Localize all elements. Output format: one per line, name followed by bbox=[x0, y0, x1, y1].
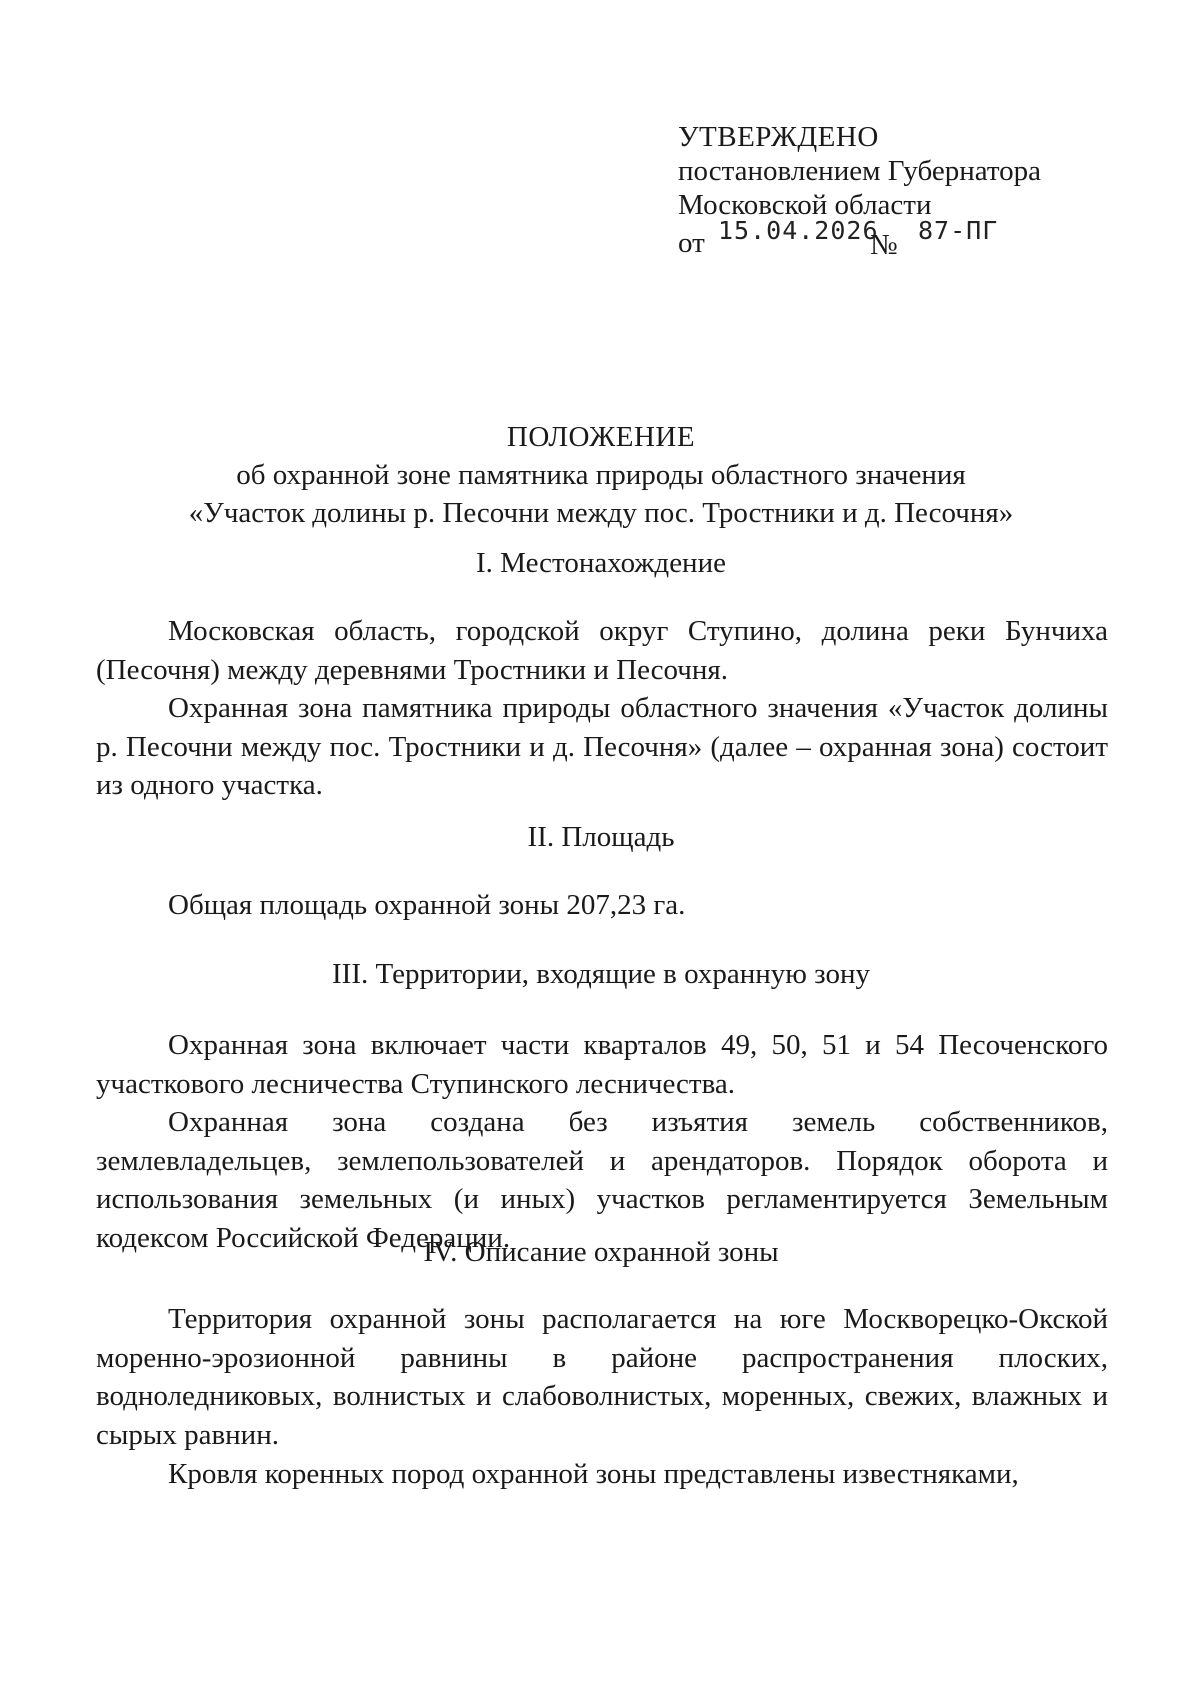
approval-date: 15.04.2026 bbox=[718, 216, 879, 245]
section-heading-1: I. Местонахождение bbox=[476, 547, 726, 579]
document-title: ПОЛОЖЕНИЕ bbox=[506, 421, 696, 453]
document-subtitle-1: об охранной зоне памятника природы областного значения bbox=[236, 459, 966, 491]
date-prefix: от bbox=[678, 227, 705, 259]
document-title-block bbox=[96, 418, 1106, 532]
approval-line-2: Московской области bbox=[678, 189, 932, 221]
section-4-paragraph-1: Территория охранной зоны располагается на юге Москворецко-Окской моренно-эрозионной равнины в районе распространения плоских, водноледниковых, волнистых и слабоволнистых, моренных, свежих, влажных и сырых равнин. bbox=[96, 1303, 1108, 1451]
section-4-paragraph-2: Кровля коренных пород охранной зоны представлены известняками, bbox=[168, 1458, 1019, 1490]
section-3-paragraph-1: Охранная зона включает части кварталов 49, 50, 51 и 54 Песоченского участкового лесничества Ступинского лесничества. bbox=[96, 1029, 1108, 1100]
approval-number: 87-ПГ bbox=[918, 216, 999, 245]
section-1-paragraph-2: Охранная зона памятника природы областного значения «Участок долины р. Песочни между пос. Тростники и д. Песочня» (далее – охранная зона) состоит из одного участка. bbox=[96, 692, 1108, 801]
approval-block bbox=[678, 120, 1042, 261]
section-heading-4: IV. Описание охранной зоны bbox=[423, 1236, 779, 1268]
section-2-paragraph-1: Общая площадь охранной зоны 207,23 га. bbox=[168, 889, 686, 921]
section-3-paragraph-2: Охранная зона создана без изъятия земель собственников, землевладельцев, землепользователей и арендаторов. Порядок оборота и использования земельных (и иных) участков регламентируется Земельным кодексом Российской Федерации. bbox=[96, 1106, 1108, 1254]
approval-date-line bbox=[678, 216, 1041, 261]
approval-line-1: постановлением Губернатора bbox=[678, 155, 1042, 187]
number-sign: № bbox=[870, 229, 898, 261]
section-heading-3: III. Территории, входящие в охранную зону bbox=[332, 958, 870, 990]
document-subtitle-2: «Участок долины р. Песочни между пос. Тростники и д. Песочня» bbox=[188, 497, 1014, 529]
section-heading-2: II. Площадь bbox=[527, 821, 675, 853]
approval-heading: УТВЕРЖДЕНО bbox=[678, 121, 879, 153]
section-1-paragraph-1: Московская область, городской округ Ступино, долина реки Бунчиха (Песочня) между деревнями Тростники и Песочня. bbox=[96, 615, 1108, 686]
